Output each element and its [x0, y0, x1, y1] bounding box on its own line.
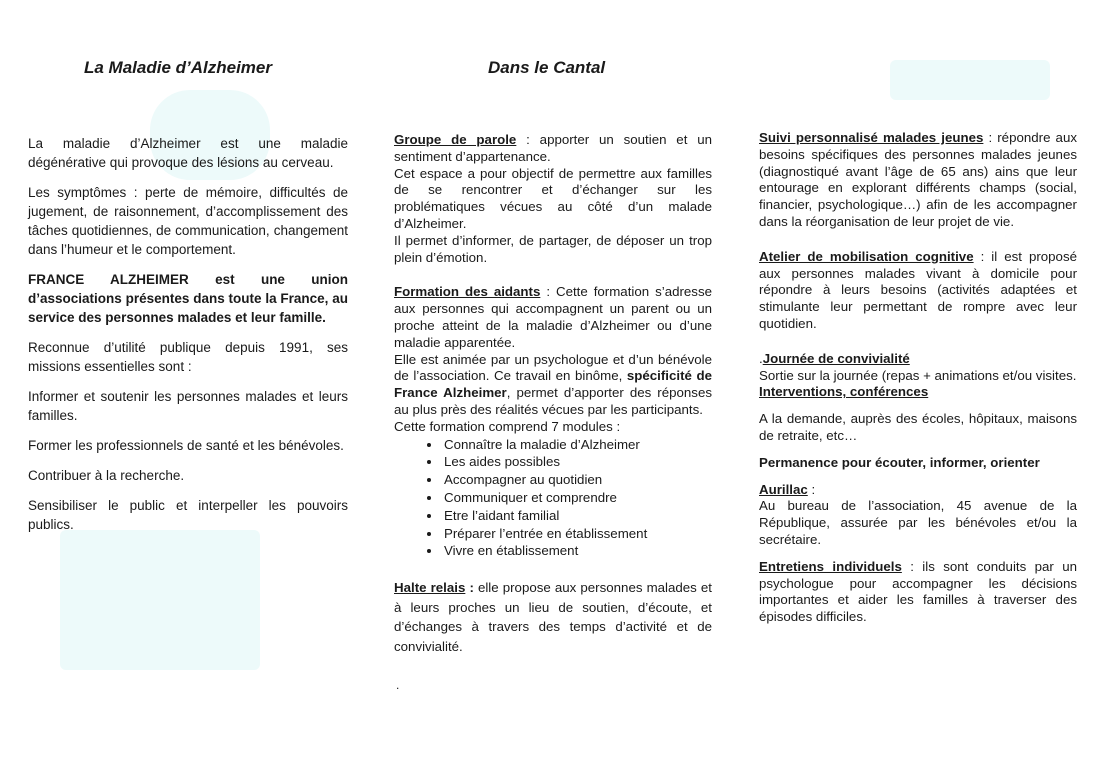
heading-cantal: Dans le Cantal [488, 58, 606, 77]
modules-intro: Cette formation comprend 7 modules : [394, 418, 621, 434]
formation-paragraph-2: Elle est animée par un psychologue et d’un bénévole de l’association. Ce travail en binôme, spécificité de France Alzheimer, permet d’apporter des réponses au plus près des réalités vécues par les participants. [394, 351, 713, 417]
journee-title: Journée de convivialité [762, 350, 910, 366]
journee-heading: .Journée de convivialité [759, 350, 910, 366]
halte-title: Halte relais [394, 580, 466, 596]
mission-item: Contribuer à la recherche. [28, 468, 185, 483]
recognition-paragraph: Reconnue d’utilité publique depuis 1991, ses missions essentielles sont : [28, 340, 348, 374]
halte-paragraph: Halte relais : elle propose aux personnes malades et à leurs proches un lieu de soutien, d’écoute, et d’échanges à travers des temps d’activité et de convivialité. [394, 580, 712, 654]
journee-text: Sortie sur la journée (repas + animations et/ou visites. [759, 367, 1077, 383]
formation-highlight: spécificité de France Alzheimer [394, 368, 712, 401]
module-item: • Connaître la maladie d’Alzheimer [442, 436, 712, 454]
groupe-text: : apporter un soutien et un sentiment d’appartenance. [394, 132, 713, 164]
permanence-heading: Permanence pour écouter, informer, orienter [759, 454, 1040, 470]
groupe-paragraph [394, 132, 712, 166]
formation-text: : Cette formation s’adresse aux personnes qui accompagnent un parent ou un proche atteint de la maladie d’Alzheimer ou d’une maladie apparentée. [394, 284, 712, 350]
stray-dot: . [396, 678, 400, 692]
module-item: • Préparer l’entrée en établissement [442, 525, 712, 543]
mission-item: Sensibiliser le public et interpeller les pouvoirs publics. [28, 498, 348, 532]
module-item: • Accompagner au quotidien [442, 471, 712, 489]
mission-item: Informer et soutenir les personnes malades et leurs familles. [28, 389, 348, 423]
modules-list [394, 436, 712, 561]
column-alzheimer [28, 134, 348, 545]
mission-item: Former les professionnels de santé et les bénévoles. [28, 438, 344, 453]
suivi-paragraph [759, 130, 1077, 231]
interventions-text: A la demande, auprès des écoles, hôpitaux, maisons de retraite, etc… [759, 411, 1077, 443]
groupe-paragraph-2: Cet espace a pour objectif de permettre aux familles de se rencontrer et d’échanger sur les problématiques vécues au côté d’un malade d’Alzheimer. [394, 165, 712, 231]
suivi-text: : répondre aux besoins spécifiques des personnes malades jeunes (diagnostiqué avant l’âge de 65 ans) ains que leur entourage en explorant différents champs (social, financier, psychologique…) afin de les accompagner dans la réorganisation de leur projet de vie. [759, 130, 1077, 229]
intro-paragraph: La maladie d’Alzheimer est une maladie dégénérative qui provoque des lésions au cerveau. [28, 136, 348, 170]
module-item: • Les aides possibles [442, 453, 712, 471]
entretiens-text: : ils sont conduits par un psychologue pour accompagner les décisions importantes et aider les familles à traverser des épisodes difficiles. [759, 558, 1078, 625]
module-item: • Communiquer et comprendre [442, 489, 712, 507]
module-item: • Etre l’aidant familial [442, 507, 712, 525]
heading-alzheimer: La Maladie d’Alzheimer [84, 58, 272, 77]
bleed-through-shape [890, 60, 1050, 100]
atelier-paragraph [759, 249, 1077, 333]
atelier-text: : il est proposé aux personnes malades vivant à domicile pour répondre à leurs besoins (activités adaptées et stimulante leur permettant de rompre avec leur quotidien. [759, 248, 1077, 331]
union-paragraph: FRANCE ALZHEIMER est une union d’associations présentes dans toute la France, au service des personnes malades et leur famille. [28, 272, 348, 325]
column-services [394, 132, 712, 656]
groupe-title: Groupe de parole [394, 132, 517, 147]
aurillac-title: Aurillac [759, 481, 808, 497]
aurillac-text: Au bureau de l’association, 45 avenue de la République, assurée par les bénévoles et/ou la secrétaire. [759, 498, 1077, 547]
bleed-through-shape [60, 530, 260, 670]
module-item: • Vivre en établissement [442, 542, 712, 560]
halte-text: elle propose aux personnes malades et à leurs proches un lieu de soutien, d’écoute, et d’échanges à travers des temps d’activité et de convivialité. [394, 580, 712, 654]
formation-title: Formation des aidants [394, 284, 541, 300]
symptoms-paragraph: Les symptômes : perte de mémoire, difficultés de jugement, de raisonnement, d’accomplissement des tâches quotidiennes, de communication, changement dans l’humeur et le comportement. [28, 185, 348, 257]
suivi-title: Suivi personnalisé malades jeunes [759, 130, 984, 145]
entretiens-title: Entretiens individuels [759, 558, 902, 574]
interventions-title: Interventions, conférences [759, 384, 929, 400]
atelier-title: Atelier de mobilisation cognitive [759, 248, 974, 264]
aurillac-heading: Aurillac : [759, 481, 816, 497]
formation-paragraph [394, 284, 712, 351]
groupe-paragraph-3: Il permet d’informer, de partager, de déposer un trop plein d’émotion. [394, 232, 712, 265]
column-actions [759, 130, 1077, 626]
entretiens-paragraph [759, 559, 1077, 626]
